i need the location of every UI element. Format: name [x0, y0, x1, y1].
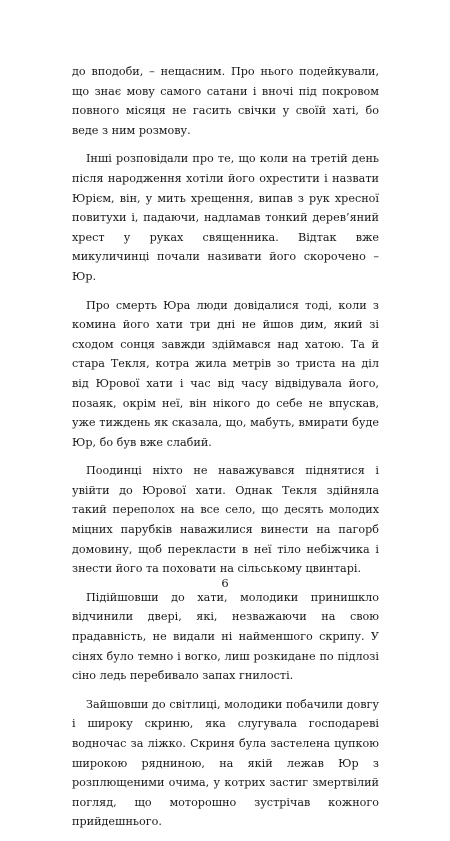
- paragraph-6: Зайшовши до світлиці, молодики побачили довгу і широку скриню, яка слугувала господареві водночас за ліжко. Скриня була застелена цупкою широкою рядниною, на якій лежав Юр з розплющеними очима, у котрих застиг змертвілий погляд, що моторошно зустрічав кожного прийдешнього.: [72, 697, 379, 829]
- body-text: [72, 62, 379, 841]
- paragraph-1: до вподоби, – нещасним. Про нього подейкували, що знає мову самого сатани і вночі під покровом повного місяця не гасить свічки у своїй хаті, бо веде з ним розмову.: [72, 65, 379, 137]
- paragraph-3: Про смерть Юра люди довідалися тоді, коли з комина його хати три дні не йшов дим, який зі сходом сонця завжди здіймався над хатою. Та й стара Текля, котра жила метрів зо триста на діл від Юрової хати і час від часу відвідувала його, позаяк, окрім неї, він нікого до себе не впускав, уже тиждень як сказала, що, мабуть, вмирати буде Юр, бо був вже слабий.: [72, 298, 379, 449]
- paragraph-5: Підійшовши до хати, молодики принишкло відчинили двері, які, незважаючи на свою прадавність, не видали ні найменшого скрипу. У сінях було темно і вогко, лиш розкидане по підлозі сіно ледь перебивало запах гнилості.: [72, 590, 379, 683]
- paragraph-4: Поодинці ніхто не наважувався піднятися і увійти до Юрової хати. Однак Текля здійняла такий переполох на все село, що десять молодих міцних парубків наважилися винести на пагорб домовину, щоб перекласти в неї тіло небіжчика і знести його та поховати на сільському цвинтарі.: [72, 464, 379, 576]
- page-number: 6: [221, 576, 229, 590]
- paragraph-2: Інші розповідали про те, що коли на третій день після народження хотіли його охрестити і назвати Юрієм, він, у мить хрещення, випав з рук хресної повитухи і, падаючи, надламав тонкий дерев’яний хрест у руках священника. Відтак вже микуличинці почали називати його скорочено – Юр.: [72, 152, 379, 283]
